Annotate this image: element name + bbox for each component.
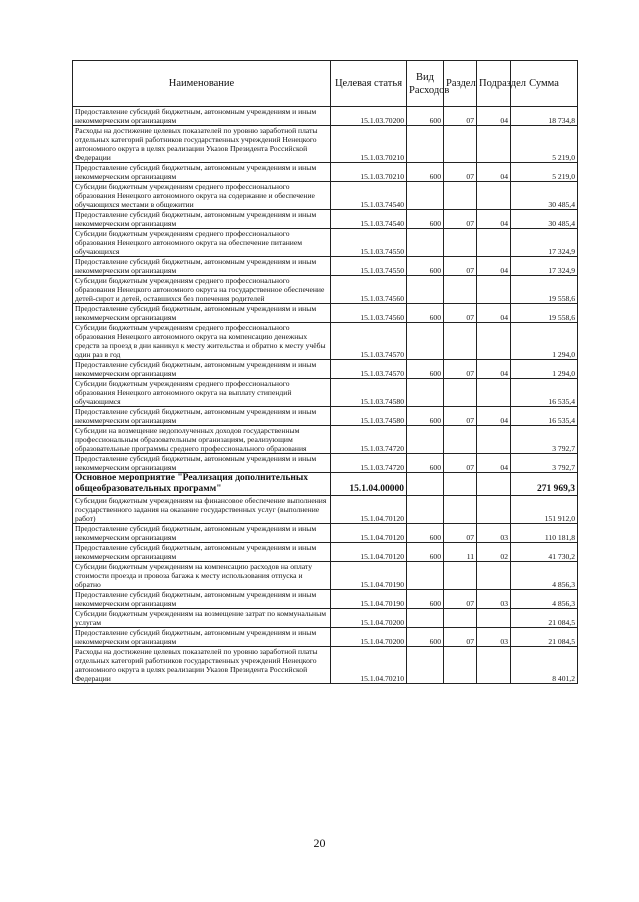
- cell-podrazdel: 04: [477, 304, 511, 323]
- cell-vid: 600: [407, 628, 444, 647]
- cell-razdel: [444, 126, 477, 163]
- cell-summa: 271 969,3: [511, 473, 578, 496]
- cell-razdel: 07: [444, 163, 477, 182]
- cell-podrazdel: 04: [477, 454, 511, 473]
- cell-razdel: 07: [444, 360, 477, 379]
- table-row: [73, 229, 578, 257]
- cell-vid: 600: [407, 454, 444, 473]
- header-summa: Сумма: [511, 61, 578, 107]
- cell-podrazdel: 04: [477, 257, 511, 276]
- cell-code: 15.1.03.70200: [331, 107, 407, 126]
- cell-summa: 5 219,0: [511, 126, 578, 163]
- cell-vid: [407, 276, 444, 304]
- cell-name: Предоставление субсидий бюджетным, автономным учреждениям и иным некоммерческим организациям: [73, 543, 331, 562]
- table-row: [73, 609, 578, 628]
- header-code: Целевая статья: [331, 61, 407, 107]
- cell-code: 15.1.03.74540: [331, 182, 407, 210]
- cell-code: 15.1.03.70210: [331, 126, 407, 163]
- cell-vid: 600: [407, 107, 444, 126]
- cell-code: 15.1.04.00000: [331, 473, 407, 496]
- cell-name: Предоставление субсидий бюджетным, автономным учреждениям и иным некоммерческим организациям: [73, 407, 331, 426]
- cell-vid: [407, 126, 444, 163]
- cell-vid: [407, 496, 444, 524]
- cell-razdel: [444, 229, 477, 257]
- cell-summa: 4 856,3: [511, 562, 578, 590]
- cell-vid: [407, 379, 444, 407]
- cell-podrazdel: [477, 426, 511, 454]
- cell-razdel: [444, 609, 477, 628]
- cell-code: 15.1.04.70120: [331, 524, 407, 543]
- cell-podrazdel: 04: [477, 210, 511, 229]
- cell-razdel: 07: [444, 107, 477, 126]
- table-row: [73, 628, 578, 647]
- cell-code: 15.1.03.74540: [331, 210, 407, 229]
- table-row-main-activity: [73, 473, 578, 496]
- cell-podrazdel: [477, 562, 511, 590]
- cell-name: Предоставление субсидий бюджетным, автономным учреждениям и иным некоммерческим организациям: [73, 628, 331, 647]
- cell-razdel: [444, 182, 477, 210]
- cell-vid: [407, 609, 444, 628]
- cell-razdel: 07: [444, 590, 477, 609]
- cell-name: Основное мероприятие "Реализация дополнительных общеобразовательных программ": [73, 473, 331, 496]
- cell-code: 15.1.03.70210: [331, 163, 407, 182]
- cell-summa: 110 181,8: [511, 524, 578, 543]
- cell-name: Предоставление субсидий бюджетным, автономным учреждениям и иным некоммерческим организациям: [73, 454, 331, 473]
- cell-podrazdel: 03: [477, 524, 511, 543]
- cell-podrazdel: [477, 647, 511, 684]
- cell-name: Субсидии бюджетным учреждениям на финансовое обеспечение выполнения государственного задания на оказание государственных услуг (выполнение работ): [73, 496, 331, 524]
- cell-summa: 41 730,2: [511, 543, 578, 562]
- cell-summa: 4 856,3: [511, 590, 578, 609]
- cell-razdel: [444, 562, 477, 590]
- cell-podrazdel: 04: [477, 107, 511, 126]
- table-row: [73, 562, 578, 590]
- cell-razdel: 07: [444, 454, 477, 473]
- cell-vid: 600: [407, 543, 444, 562]
- cell-vid: [407, 323, 444, 360]
- cell-podrazdel: 03: [477, 628, 511, 647]
- table-row: [73, 182, 578, 210]
- table-row: [73, 647, 578, 684]
- table-row: [73, 257, 578, 276]
- cell-podrazdel: [477, 473, 511, 496]
- cell-name: Субсидии бюджетным учреждениям среднего профессионального образования Ненецкого автономного округа на выплату стипендий обучающимся: [73, 379, 331, 407]
- cell-code: 15.1.04.70190: [331, 590, 407, 609]
- cell-podrazdel: [477, 126, 511, 163]
- cell-summa: 1 294,0: [511, 360, 578, 379]
- cell-name: Предоставление субсидий бюджетным, автономным учреждениям и иным некоммерческим организациям: [73, 590, 331, 609]
- cell-razdel: 07: [444, 257, 477, 276]
- cell-name: Субсидии бюджетным учреждениям на компенсацию расходов на оплату стоимости проезда и провоза багажа к месту использования отпуска и обратно: [73, 562, 331, 590]
- table-row: [73, 426, 578, 454]
- table-row: [73, 379, 578, 407]
- cell-summa: 21 084,5: [511, 609, 578, 628]
- cell-vid: [407, 229, 444, 257]
- cell-vid: [407, 426, 444, 454]
- cell-podrazdel: 04: [477, 163, 511, 182]
- table-body: [73, 107, 578, 684]
- cell-summa: 19 558,6: [511, 276, 578, 304]
- cell-vid: 600: [407, 590, 444, 609]
- cell-razdel: [444, 323, 477, 360]
- cell-name: Субсидии бюджетным учреждениям среднего профессионального образования Ненецкого автономного округа на обеспечение питанием обучающихся: [73, 229, 331, 257]
- table-row: [73, 276, 578, 304]
- cell-name: Предоставление субсидий бюджетным, автономным учреждениям и иным некоммерческим организациям: [73, 210, 331, 229]
- table-row: [73, 454, 578, 473]
- header-podrazdel: Подраздел: [477, 61, 511, 107]
- cell-vid: 600: [407, 524, 444, 543]
- table-row: [73, 210, 578, 229]
- cell-summa: 3 792,7: [511, 454, 578, 473]
- cell-razdel: [444, 647, 477, 684]
- table-header-row: [73, 61, 578, 107]
- cell-vid: [407, 647, 444, 684]
- cell-name: Предоставление субсидий бюджетным, автономным учреждениям и иным некоммерческим организациям: [73, 524, 331, 543]
- cell-vid: 600: [407, 407, 444, 426]
- header-name: Наименование: [73, 61, 331, 107]
- cell-podrazdel: [477, 182, 511, 210]
- cell-name: Предоставление субсидий бюджетным, автономным учреждениям и иным некоммерческим организациям: [73, 360, 331, 379]
- table-row: [73, 407, 578, 426]
- cell-code: 15.1.03.74580: [331, 407, 407, 426]
- cell-podrazdel: 04: [477, 407, 511, 426]
- cell-name: Субсидии бюджетным учреждениям среднего профессионального образования Ненецкого автономного округа на содержание и обеспечение обучающихся местами в общежитии: [73, 182, 331, 210]
- cell-razdel: [444, 426, 477, 454]
- cell-name: Субсидии бюджетным учреждениям на возмещение затрат по коммунальным услугам: [73, 609, 331, 628]
- cell-name: Предоставление субсидий бюджетным, автономным учреждениям и иным некоммерческим организациям: [73, 257, 331, 276]
- table-row: [73, 163, 578, 182]
- cell-name: Расходы на достижение целевых показателей по уровню заработной платы отдельных категорий работников государственных учреждений Ненецкого автономного округа в целях реализации Указов Президента Российской Федерации: [73, 647, 331, 684]
- cell-code: 15.1.03.74580: [331, 379, 407, 407]
- cell-code: 15.1.03.74570: [331, 323, 407, 360]
- cell-summa: 1 294,0: [511, 323, 578, 360]
- cell-summa: 17 324,9: [511, 257, 578, 276]
- cell-razdel: 11: [444, 543, 477, 562]
- cell-vid: 600: [407, 360, 444, 379]
- cell-summa: 8 401,2: [511, 647, 578, 684]
- cell-podrazdel: 04: [477, 360, 511, 379]
- cell-code: 15.1.03.74560: [331, 276, 407, 304]
- cell-name: Предоставление субсидий бюджетным, автономным учреждениям и иным некоммерческим организациям: [73, 304, 331, 323]
- cell-summa: 16 535,4: [511, 407, 578, 426]
- table-row: [73, 524, 578, 543]
- cell-razdel: 07: [444, 628, 477, 647]
- cell-name: Субсидии бюджетным учреждениям среднего профессионального образования Ненецкого автономного округа на компенсацию денежных средств за проезд в дни каникул к месту жительства и обратно к месту учёбы один раз в год: [73, 323, 331, 360]
- cell-summa: 21 084,5: [511, 628, 578, 647]
- cell-summa: 17 324,9: [511, 229, 578, 257]
- cell-vid: 600: [407, 163, 444, 182]
- cell-summa: 3 792,7: [511, 426, 578, 454]
- cell-summa: 151 912,0: [511, 496, 578, 524]
- cell-podrazdel: [477, 379, 511, 407]
- cell-podrazdel: [477, 276, 511, 304]
- cell-razdel: [444, 496, 477, 524]
- table-row: [73, 323, 578, 360]
- cell-vid: [407, 473, 444, 496]
- cell-razdel: 07: [444, 210, 477, 229]
- header-razdel: Раздел: [444, 61, 477, 107]
- cell-code: 15.1.03.74550: [331, 229, 407, 257]
- cell-vid: 600: [407, 257, 444, 276]
- cell-razdel: 07: [444, 524, 477, 543]
- cell-name: Предоставление субсидий бюджетным, автономным учреждениям и иным некоммерческим организациям: [73, 107, 331, 126]
- cell-code: 15.1.03.74550: [331, 257, 407, 276]
- cell-code: 15.1.04.70200: [331, 628, 407, 647]
- cell-code: 15.1.04.70120: [331, 496, 407, 524]
- cell-summa: 30 485,4: [511, 210, 578, 229]
- cell-podrazdel: [477, 323, 511, 360]
- cell-code: 15.1.04.70190: [331, 562, 407, 590]
- table-row: [73, 360, 578, 379]
- cell-podrazdel: [477, 229, 511, 257]
- cell-razdel: [444, 379, 477, 407]
- header-vid: Вид Расходов: [407, 61, 444, 107]
- table-row: [73, 126, 578, 163]
- cell-code: 15.1.03.74560: [331, 304, 407, 323]
- cell-vid: [407, 562, 444, 590]
- cell-razdel: [444, 276, 477, 304]
- cell-name: Субсидии на возмещение недополученных доходов государственным профессиональным образовательным организациям, реализующим образовательные программы среднего профессионального образования: [73, 426, 331, 454]
- table-row: [73, 496, 578, 524]
- cell-code: 15.1.03.74570: [331, 360, 407, 379]
- cell-summa: 19 558,6: [511, 304, 578, 323]
- cell-name: Расходы на достижение целевых показателей по уровню заработной платы отдельных категорий работников государственных учреждений Ненецкого автономного округа в целях реализации Указов Президента Российской Федерации: [73, 126, 331, 163]
- cell-code: 15.1.04.70210: [331, 647, 407, 684]
- cell-vid: [407, 182, 444, 210]
- cell-vid: 600: [407, 304, 444, 323]
- cell-name: Субсидии бюджетным учреждениям среднего профессионального образования Ненецкого автономного округа на государственное обеспечение детей-сирот и детей, оставшихся без попечения родителей: [73, 276, 331, 304]
- cell-name: Предоставление субсидий бюджетным, автономным учреждениям и иным некоммерческим организациям: [73, 163, 331, 182]
- cell-razdel: 07: [444, 407, 477, 426]
- cell-podrazdel: [477, 609, 511, 628]
- cell-code: 15.1.04.70120: [331, 543, 407, 562]
- table-row: [73, 543, 578, 562]
- cell-podrazdel: 03: [477, 590, 511, 609]
- cell-code: 15.1.03.74720: [331, 454, 407, 473]
- cell-vid: 600: [407, 210, 444, 229]
- page-number: 20: [313, 836, 326, 850]
- table-row: [73, 590, 578, 609]
- cell-podrazdel: [477, 496, 511, 524]
- cell-summa: 16 535,4: [511, 379, 578, 407]
- cell-razdel: [444, 473, 477, 496]
- cell-code: 15.1.04.70200: [331, 609, 407, 628]
- cell-summa: 18 734,8: [511, 107, 578, 126]
- cell-summa: 5 219,0: [511, 163, 578, 182]
- table-row: [73, 304, 578, 323]
- cell-code: 15.1.03.74720: [331, 426, 407, 454]
- budget-table: [72, 60, 578, 684]
- cell-razdel: 07: [444, 304, 477, 323]
- table-row: [73, 107, 578, 126]
- cell-podrazdel: 02: [477, 543, 511, 562]
- cell-summa: 30 485,4: [511, 182, 578, 210]
